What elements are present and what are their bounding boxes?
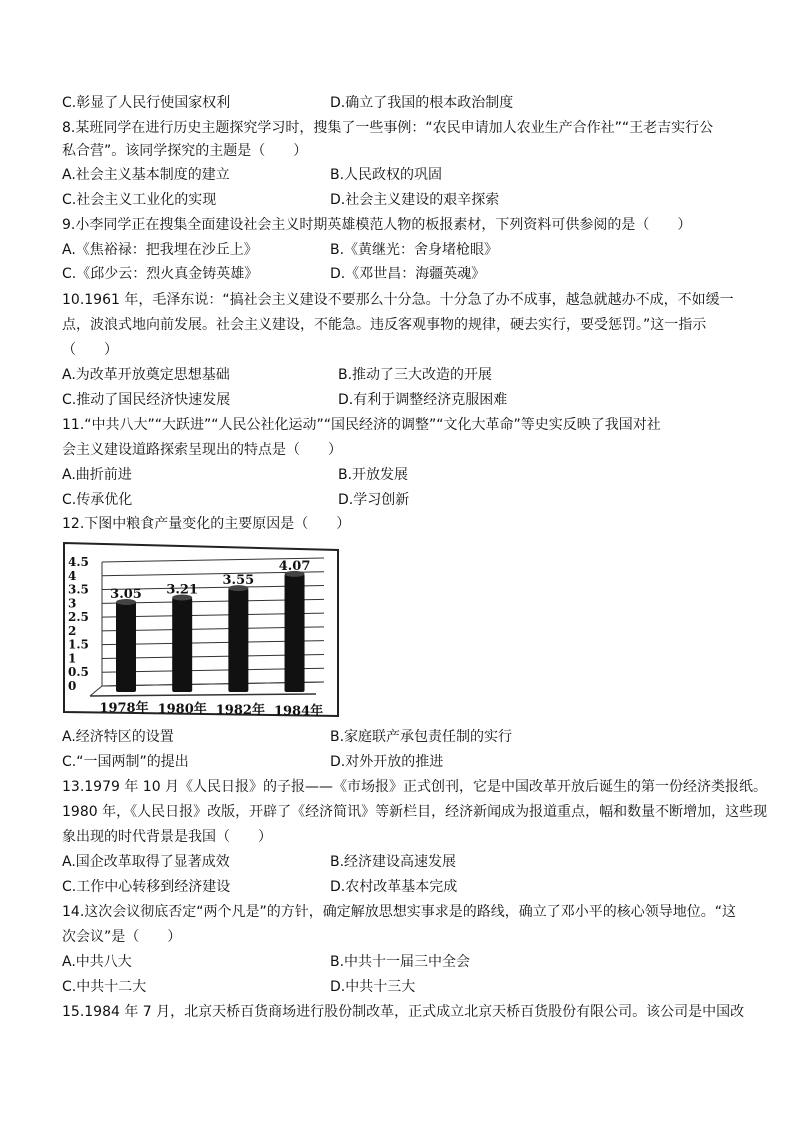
q9-option-d: D.《邓世昌：海疆英魂》 — [330, 266, 486, 282]
q7-option-d: D.确立了我国的根本政治制度 — [330, 95, 514, 111]
y-tick-label: 3.5 — [68, 582, 89, 597]
q9-stem: 9.小李同学正在搜集全面建设社会主义时期英雄模范人物的板报素材，下列资料可供参阅的是（ ） — [62, 217, 692, 233]
q14-option-c: C.中共十二大 — [62, 979, 147, 995]
q10-stem-line1: 10.1961 年，毛泽东说：“搞社会主义建设不要那么十分急。十分急了办不成事，越急就越办不成，不如缓一 — [62, 292, 734, 308]
y-tick-label: 3 — [68, 596, 77, 611]
q14-option-d: D.中共十三大 — [330, 979, 416, 995]
q13-stem-line3: 象出现的时代背景是我国（ ） — [62, 829, 272, 845]
y-tick-label: 1 — [68, 651, 77, 666]
q12-stem: 12.下图中粮食产量变化的主要原因是（ ） — [62, 516, 351, 532]
x-category-label: 1978年 — [99, 701, 149, 716]
q8-option-b: B.人民政权的巩固 — [330, 167, 443, 183]
bar-value-label: 3.05 — [110, 586, 142, 602]
bar — [116, 602, 136, 692]
y-tick-label: 2.5 — [68, 610, 89, 625]
q11-option-c: C.传承优化 — [62, 492, 133, 508]
y-tick-label: 2 — [68, 623, 77, 638]
q11-option-a: A.曲折前进 — [62, 467, 132, 483]
q8-option-d: D.社会主义建设的艰辛探索 — [330, 192, 500, 208]
q14-stem-line1: 14.这次会议彻底否定“两个凡是”的方针，确定解放思想实事求是的路线，确立了邓小平的核心领导地位。“这 — [62, 904, 737, 920]
q14-option-b: B.中共十一届三中全会 — [330, 954, 471, 970]
q10-option-b: B.推动了三大改造的开展 — [338, 367, 493, 383]
x-category-label: 1980年 — [157, 702, 207, 717]
q13-option-b: B.经济建设高速发展 — [330, 854, 457, 870]
q9-option-c: C.《邱少云：烈火真金铸英雄》 — [62, 266, 259, 282]
q15-stem-line1: 15.1984 年 7 月，北京天桥百货商场进行股份制改革，正式成立北京天桥百货股份有限公司。该公司是中国改 — [62, 1004, 745, 1020]
q12-option-b: B.家庭联产承包责任制的实行 — [330, 729, 513, 745]
y-tick-label: 0.5 — [68, 665, 89, 680]
q13-option-c: C.工作中心转移到经济建设 — [62, 879, 231, 895]
q9-option-b: B.《黄继光：舍身堵枪眼》 — [330, 242, 499, 258]
q10-option-d: D.有利于调整经济克服困难 — [338, 392, 508, 408]
q10-option-a: A.为改革开放奠定思想基础 — [62, 367, 230, 383]
q10-stem-line3: （ ） — [62, 342, 118, 358]
q13-stem-line1: 13.1979 年 10 月《人民日报》的子报——《市场报》正式创刊，它是中国改革开放后诞生的第一份经济类报纸。 — [62, 779, 768, 795]
grain-output-chart — [62, 540, 340, 718]
bar — [172, 598, 192, 692]
q10-stem-line2: 点，波浪式地向前发展。社会主义建设，不能急。违反客观事物的规律，硬去实行，要受惩罚。”这一指示 — [62, 317, 707, 333]
q11-option-d: D.学习创新 — [338, 492, 410, 508]
q13-option-d: D.农村改革基本完成 — [330, 879, 458, 895]
q12-option-d: D.对外开放的推进 — [330, 754, 444, 770]
y-tick-label: 4.5 — [68, 555, 89, 569]
q12-option-c: C.“一国两制”的提出 — [62, 754, 189, 770]
y-tick-label: 4 — [68, 568, 77, 583]
x-category-label: 1982年 — [215, 703, 265, 718]
q8-stem-line2: 私合营”。该同学探究的主题是（ ） — [62, 143, 308, 159]
q12-option-a: A.经济特区的设置 — [62, 729, 174, 745]
bar-value-label: 4.07 — [278, 558, 311, 574]
q14-option-a: A.中共八大 — [62, 954, 132, 970]
q11-option-b: B.开放发展 — [338, 467, 409, 483]
q11-stem-line1: 11.“中共八大”“大跃进”“人民公社化运动”“国民经济的调整”“文化大革命”等史实反映了我国对社 — [62, 417, 661, 433]
q10-option-c: C.推动了国民经济快速发展 — [62, 392, 231, 408]
bar-value-label: 3.21 — [166, 582, 199, 598]
q9-option-a: A.《焦裕禄：把我埋在沙丘上》 — [62, 242, 258, 258]
x-category-label: 1984年 — [273, 704, 324, 718]
bar — [285, 574, 305, 692]
q8-option-c: C.社会主义工业化的实现 — [62, 192, 217, 208]
q8-stem-line1: 8.某班同学在进行历史主题探究学习时，搜集了一些事例：“农民申请加人农业生产合作社”“王老吉实行公 — [62, 120, 714, 136]
q13-stem-line2: 1980 年，《人民日报》改版，开辟了《经济简讯》等新栏目，经济新闻成为报道重点，幅和数量不断增加，这些现 — [62, 804, 768, 820]
bar — [228, 588, 248, 692]
y-tick-label: 0 — [68, 679, 77, 693]
y-tick-label: 1.5 — [68, 637, 89, 652]
bar-value-label: 3.55 — [222, 573, 255, 589]
q7-option-c: C.彰显了人民行使国家权利 — [62, 95, 231, 111]
q14-stem-line2: 次会议”是（ ） — [62, 929, 182, 945]
q8-option-a: A.社会主义基本制度的建立 — [62, 167, 230, 183]
grain-output-chart-svg — [62, 540, 340, 718]
q13-option-a: A.国企改革取得了显著成效 — [62, 854, 230, 870]
q11-stem-line2: 会主义建设道路探索呈现出的特点是（ ） — [62, 442, 342, 458]
